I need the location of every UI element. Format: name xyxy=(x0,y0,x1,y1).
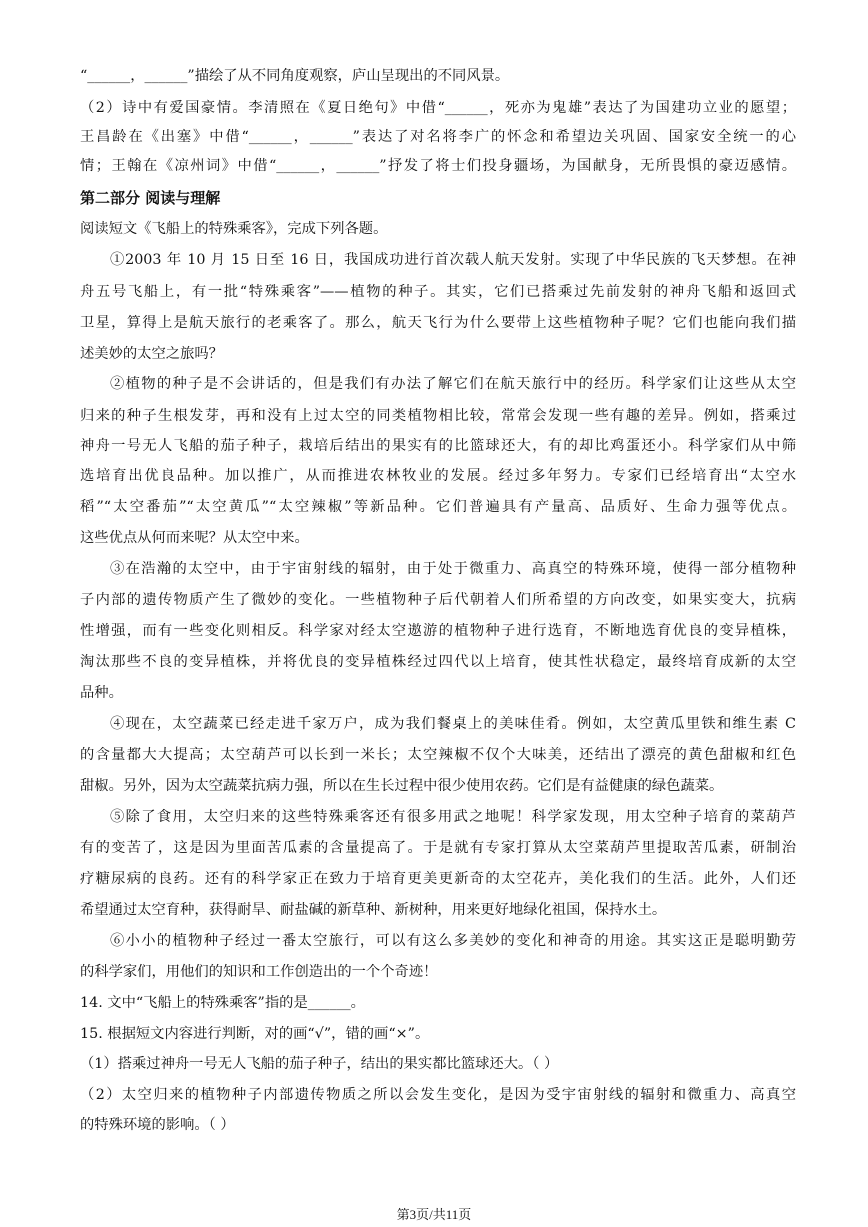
section-heading: 第二部分 阅读与理解 xyxy=(80,189,221,207)
passage-line: ②植物的种子是不会讲话的，但是我们有办法了解它们在航天旅行中的经历。科学家们让这些从太空 xyxy=(110,376,796,392)
passage-line: 归来的种子生根发芽，再和没有上过太空的同类植物相比较，常常会发现一些有趣的差异。例如，搭乘过 xyxy=(80,408,796,424)
poem-line-1: “______，______”描绘了从不同角度观察，庐山呈现出的不同风景。 xyxy=(80,68,510,84)
question-14: 14. 文中“飞船上的特殊乘客”指的是______。 xyxy=(80,995,365,1011)
page-number: 第3页/共11页 xyxy=(396,1207,472,1222)
passage-line: 有的变苦了，这是因为里面苦瓜素的含量提高了。于是就有专家打算从太空菜葫芦里提取苦瓜素，研制治 xyxy=(80,840,796,856)
question-15-item-1: （1）搭乘过神舟一号无人飞船的茄子种子，结出的果实都比篮球还大。（ ） xyxy=(80,1056,559,1072)
passage-line: 性增强，而有一些变化则相反。科学家对经太空遨游的植物种子进行选育，不断地选育优良的变异植株， xyxy=(80,623,796,639)
passage-line: 这些优点从何而来呢？从太空中来。 xyxy=(80,530,309,546)
passage-line: 淘汰那些不良的变异植株，并将优良的变异植株经过四代以上培育，使其性状稳定，最终培育成新的太空 xyxy=(80,654,796,670)
passage-line: 子内部的遗传物质产生了微妙的变化。一些植物种子后代朝着人们所希望的方向改变，如果实变大，抗病 xyxy=(80,592,796,608)
question-15-item-2-cont: 的特殊环境的影响。（ ） xyxy=(80,1117,235,1133)
passage-line: ③在浩瀚的太空中，由于宇宙射线的辐射，由于处于微重力、高真空的特殊环境，使得一部分植物种 xyxy=(110,561,796,577)
passage-line: 稻”“太空番茄”“太空黄瓜”“太空辣椒”等新品种。它们普遍具有产量高、品质好、生命力强等优点。 xyxy=(80,499,796,515)
passage-line: 选培育出优良品种。加以推广，从而推进农林牧业的发展。经过多年努力。专家们已经培育出“太空水 xyxy=(80,468,796,484)
passage-line: ④现在，太空蔬菜已经走进千家万户，成为我们餐桌上的美味佳肴。例如，太空黄瓜里铁和维生素 C xyxy=(110,716,796,732)
passage-line: 神舟一号无人飞船的茄子种子，栽培后结出的果实有的比篮球还大，有的却比鸡蛋还小。科学家们从中筛 xyxy=(80,438,796,454)
passage-line: 希望通过太空育种，获得耐旱、耐盐碱的新草种、新树种，用来更好地绿化祖国，保持水土。 xyxy=(80,902,667,918)
passage-line: 的科学家们，用他们的知识和工作创造出的一个个奇迹！ xyxy=(80,964,438,980)
passage-line: 卫星，算得上是航天旅行的老乘客了。那么，航天飞行为什么要带上这些植物种子呢？它们也能向我们描 xyxy=(80,315,796,331)
passage-line: ⑤除了食用，太空归来的这些特殊乘客还有很多用武之地呢！科学家发现，用太空种子培育的菜葫芦 xyxy=(110,809,796,825)
poem-line-4: 情；王翰在《凉州词》中借“______，______”抒发了将士们投身疆场，为国献身，无所畏惧的豪迈感情。 xyxy=(80,158,796,174)
question-15-item-2: （2）太空归来的植物种子内部遗传物质之所以会发生变化，是因为受宇宙射线的辐射和微重力、高真空 xyxy=(80,1087,796,1103)
passage-line: 品种。 xyxy=(80,685,123,701)
passage-line: 疗糖尿病的良药。还有的科学家正在致力于培育更美更新奇的太空花卉，美化我们的生活。此外，人们还 xyxy=(80,871,796,887)
passage-line: 舟五号飞船上，有一批“特殊乘客”——植物的种子。其实，它们已搭乘过先前发射的神舟飞船和返回式 xyxy=(80,284,796,300)
reading-intro: 阅读短文《飞船上的特殊乘客》，完成下列各题。 xyxy=(80,221,388,237)
poem-line-3: 王昌龄在《出塞》中借“______，______”表达了对名将李广的怀念和希望边关巩固、国家安全统一的心 xyxy=(80,129,796,145)
passage-line: 的含量都大大提高；太空葫芦可以长到一米长；太空辣椒不仅个大味美，还结出了漂亮的黄色甜椒和红色 xyxy=(80,747,796,763)
passage-line: 甜椒。另外，因为太空蔬菜抗病力强，所以在生长过程中很少使用农药。它们是有益健康的绿色蔬菜。 xyxy=(80,778,724,794)
passage-line: 述美妙的太空之旅吗？ xyxy=(80,346,223,362)
question-15: 15. 根据短文内容进行判断，对的画“√”，错的画“×”。 xyxy=(80,1026,430,1042)
passage-line: ①2003 年 10 月 15 日至 16 日，我国成功进行首次载人航天发射。实现了中华民族的飞天梦想。在神 xyxy=(110,252,796,268)
passage-line: ⑥小小的植物种子经过一番太空旅行，可以有这么多美妙的变化和神奇的用途。其实这正是聪明勤劳 xyxy=(110,933,796,949)
poem-line-2: （2）诗中有爱国豪情。李清照在《夏日绝句》中借“______，死亦为鬼雄”表达了为国建功立业的愿望； xyxy=(80,100,796,116)
